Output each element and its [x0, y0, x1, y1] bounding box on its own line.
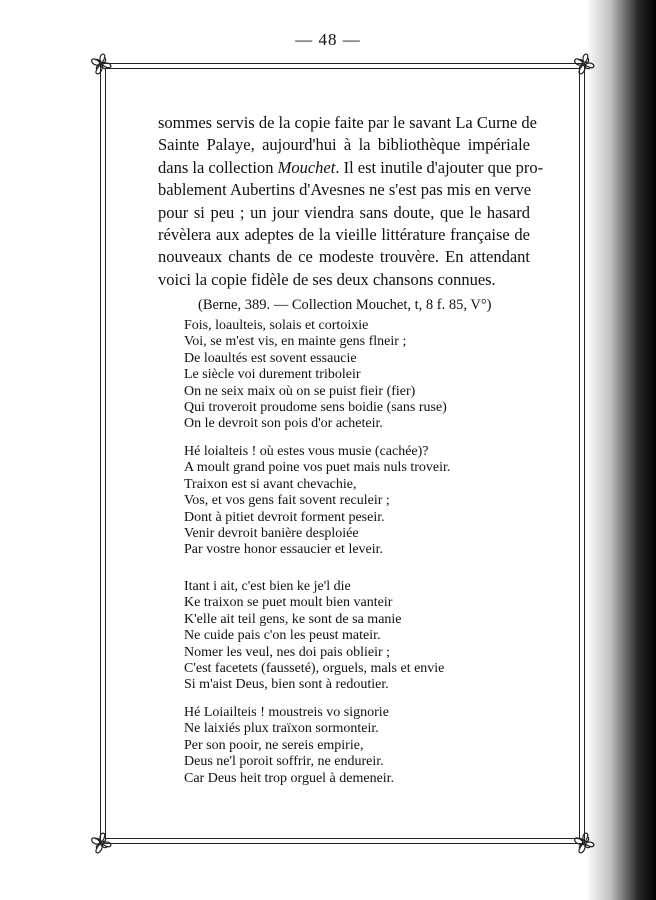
verse-line: Fois, loaulteis, solais et cortoixie — [184, 318, 369, 333]
verse-line: K'elle ait teil gens, ke sont de sa manie — [184, 611, 402, 627]
verse-line: C'est facetets (fausseté), orguels, mals et envie — [184, 661, 445, 677]
verse-line: Ke traixon se puet moult bien vanteir — [184, 595, 393, 611]
corner-ornament-icon — [571, 51, 597, 77]
verse-line: Dont à pitiet devroit forment peseir. — [184, 509, 385, 525]
prose-paragraph — [158, 112, 544, 291]
verse-line: Deus ne'l poroit soffrir, ne endureir. — [184, 754, 384, 770]
prose-line: révèlera aux adeptes de la vieille littérature française de — [158, 225, 530, 245]
prose-line: sommes servis de la copie faite par le savant La Curne de — [158, 113, 537, 132]
verse-line: Ne laixiés plux traïxon sormonteir. — [184, 721, 379, 737]
poem-stanza-2 — [184, 444, 450, 559]
collection-name: Mouchet — [277, 157, 336, 177]
prose-text: . Il est inutile d'ajouter que pro- — [335, 157, 544, 177]
verse-line: Le siècle voi durement triboleir — [184, 367, 361, 383]
poem-stanza-4 — [184, 705, 394, 787]
verse-line: Par vostre honor essaucier et leveir. — [184, 542, 384, 558]
page-edge-shadow — [586, 0, 656, 900]
prose-line: bablement Aubertins d'Avesnes ne s'est pas mis en verve — [158, 180, 532, 200]
verse-line: Ne cuide pais c'on les peust mateir. — [184, 628, 381, 644]
verse-line: A moult grand poine vos puet mais nuls troveir. — [184, 460, 451, 476]
verse-line: Per son pooir, ne sereis empirie, — [184, 737, 364, 753]
verse-line: Venir devroit banière desploiée — [184, 526, 359, 542]
verse-line: Itant i ait, c'est bien ke je'l die — [184, 579, 351, 594]
corner-ornament-icon — [88, 830, 114, 856]
page-number: — 48 — — [295, 30, 361, 49]
prose-line: voici la copie fidèle de ses deux chansons connues. — [158, 269, 496, 289]
source-citation: (Berne, 389. — Collection Mouchet, t, 8 f. 85, V°) — [198, 297, 492, 313]
prose-line — [158, 157, 544, 179]
verse-line: Qui troveroit proudome sens boidie (sans ruse) — [184, 400, 447, 416]
corner-ornament-icon — [571, 830, 597, 856]
prose-text: dans la collection — [158, 157, 278, 177]
verse-line: On ne seix maix où on se puist fieir (fier) — [184, 383, 416, 399]
poem-stanza-1 — [184, 318, 447, 433]
verse-line: Hé Loiailteis ! moustreis vo signorie — [184, 705, 389, 720]
verse-line: Hé loialteis ! où estes vous musie (cachée)? — [184, 444, 429, 459]
verse-line: Voi, se m'est vis, en mainte gens flneir ; — [184, 334, 407, 350]
verse-line: Traixon est si avant chevachie, — [184, 476, 357, 492]
verse-line: De loaultés est sovent essaucie — [184, 350, 357, 366]
verse-line: Car Deus heit trop orguel à demeneir. — [184, 770, 395, 786]
verse-line: On le devroit son pois d'or acheteir. — [184, 416, 383, 432]
poem-stanza-3 — [184, 579, 444, 694]
prose-line: pour si peu ; un jour viendra sans doute, que le hasard — [158, 202, 530, 222]
verse-line: Si m'aist Deus, bien sont à redoutier. — [184, 677, 389, 693]
prose-line: nouveaux chants de ce modeste trouvère. En attendant — [158, 247, 530, 267]
corner-ornament-icon — [88, 51, 114, 77]
verse-line: Vos, et vos gens fait sovent reculeir ; — [184, 493, 390, 509]
verse-line: Nomer les veul, nes doi pais oblieir ; — [184, 644, 391, 660]
prose-line: Sainte Palaye, aujourd'hui à la bibliothèque impériale — [158, 135, 530, 155]
